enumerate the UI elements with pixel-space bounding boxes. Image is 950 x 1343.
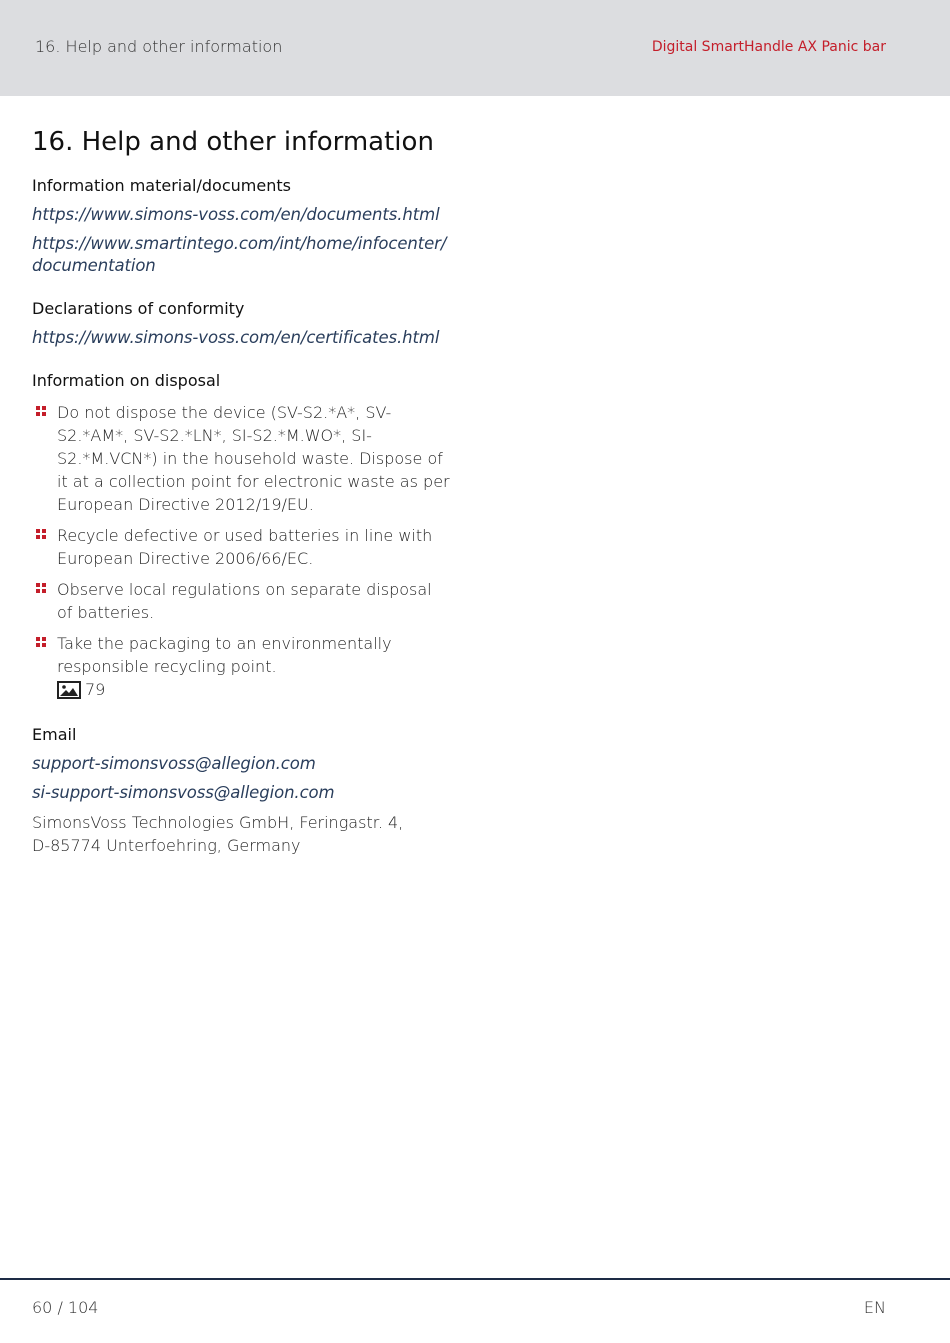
certificates-link[interactable]: https://www.simons-voss.com/en/certificates.html (32, 328, 440, 347)
disposal-section (32, 371, 452, 699)
email-section (32, 725, 452, 857)
header-product-name: Digital SmartHandle AX Panic bar (651, 39, 886, 55)
conformity-section (32, 299, 452, 349)
disposal-heading: Information on disposal (32, 371, 221, 390)
page-content (32, 126, 452, 879)
infocenter-link-line2: documentation (32, 256, 156, 275)
company-address (32, 811, 452, 857)
support-email-link[interactable]: support-simonsvoss@allegion.com (32, 754, 316, 773)
page-number: 60 / 104 (32, 1298, 99, 1317)
bullet-text: Do not dispose the device (SV-S2.*A*, SV-S2.*AM*, SV-S2.*LN*, SI-S2.*M.WO*, SI-S2.*M.VCN*) in the household waste. Dispose of it at a collection point for electronic waste as per European Directive 2012/19/EU. (57, 403, 450, 514)
bullet-icon (36, 529, 46, 539)
email-heading: Email (32, 725, 77, 744)
language-label: EN (863, 1298, 886, 1317)
bullet-text: Take the packaging to an environmentally responsible recycling point. (57, 634, 392, 676)
infocenter-link-line1: https://www.smartintego.com/int/home/infocenter/ (32, 234, 447, 253)
header-chapter-title: 16. Help and other information (35, 37, 283, 56)
address-line1: SimonsVoss Technologies GmbH, Feringastr. 4, (32, 813, 404, 832)
bullet-icon (36, 637, 46, 647)
list-item (32, 524, 452, 570)
disposal-list (32, 401, 452, 678)
si-support-email-link[interactable]: si-support-simonsvoss@allegion.com (32, 783, 335, 802)
address-line2: D-85774 Unterfoehring, Germany (32, 836, 301, 855)
figure-reference-number: 79 (85, 680, 106, 699)
list-item (32, 632, 452, 678)
page-title: 16. Help and other information (32, 127, 434, 157)
bullet-text: Recycle defective or used batteries in line with European Directive 2006/66/EC. (57, 526, 433, 568)
info-material-heading: Information material/documents (32, 176, 291, 195)
conformity-heading: Declarations of conformity (32, 299, 245, 318)
infocenter-link[interactable] (32, 233, 452, 277)
list-item (32, 578, 452, 624)
figure-reference[interactable] (32, 680, 452, 699)
page-header (0, 0, 950, 96)
info-material-section (32, 176, 452, 277)
footer-divider (0, 1278, 950, 1280)
list-item (32, 401, 452, 516)
bullet-text: Observe local regulations on separate disposal of batteries. (57, 580, 432, 622)
bullet-icon (36, 406, 46, 416)
documents-link[interactable]: https://www.simons-voss.com/en/documents.html (32, 205, 440, 224)
bullet-icon (36, 583, 46, 593)
image-icon (57, 681, 81, 699)
